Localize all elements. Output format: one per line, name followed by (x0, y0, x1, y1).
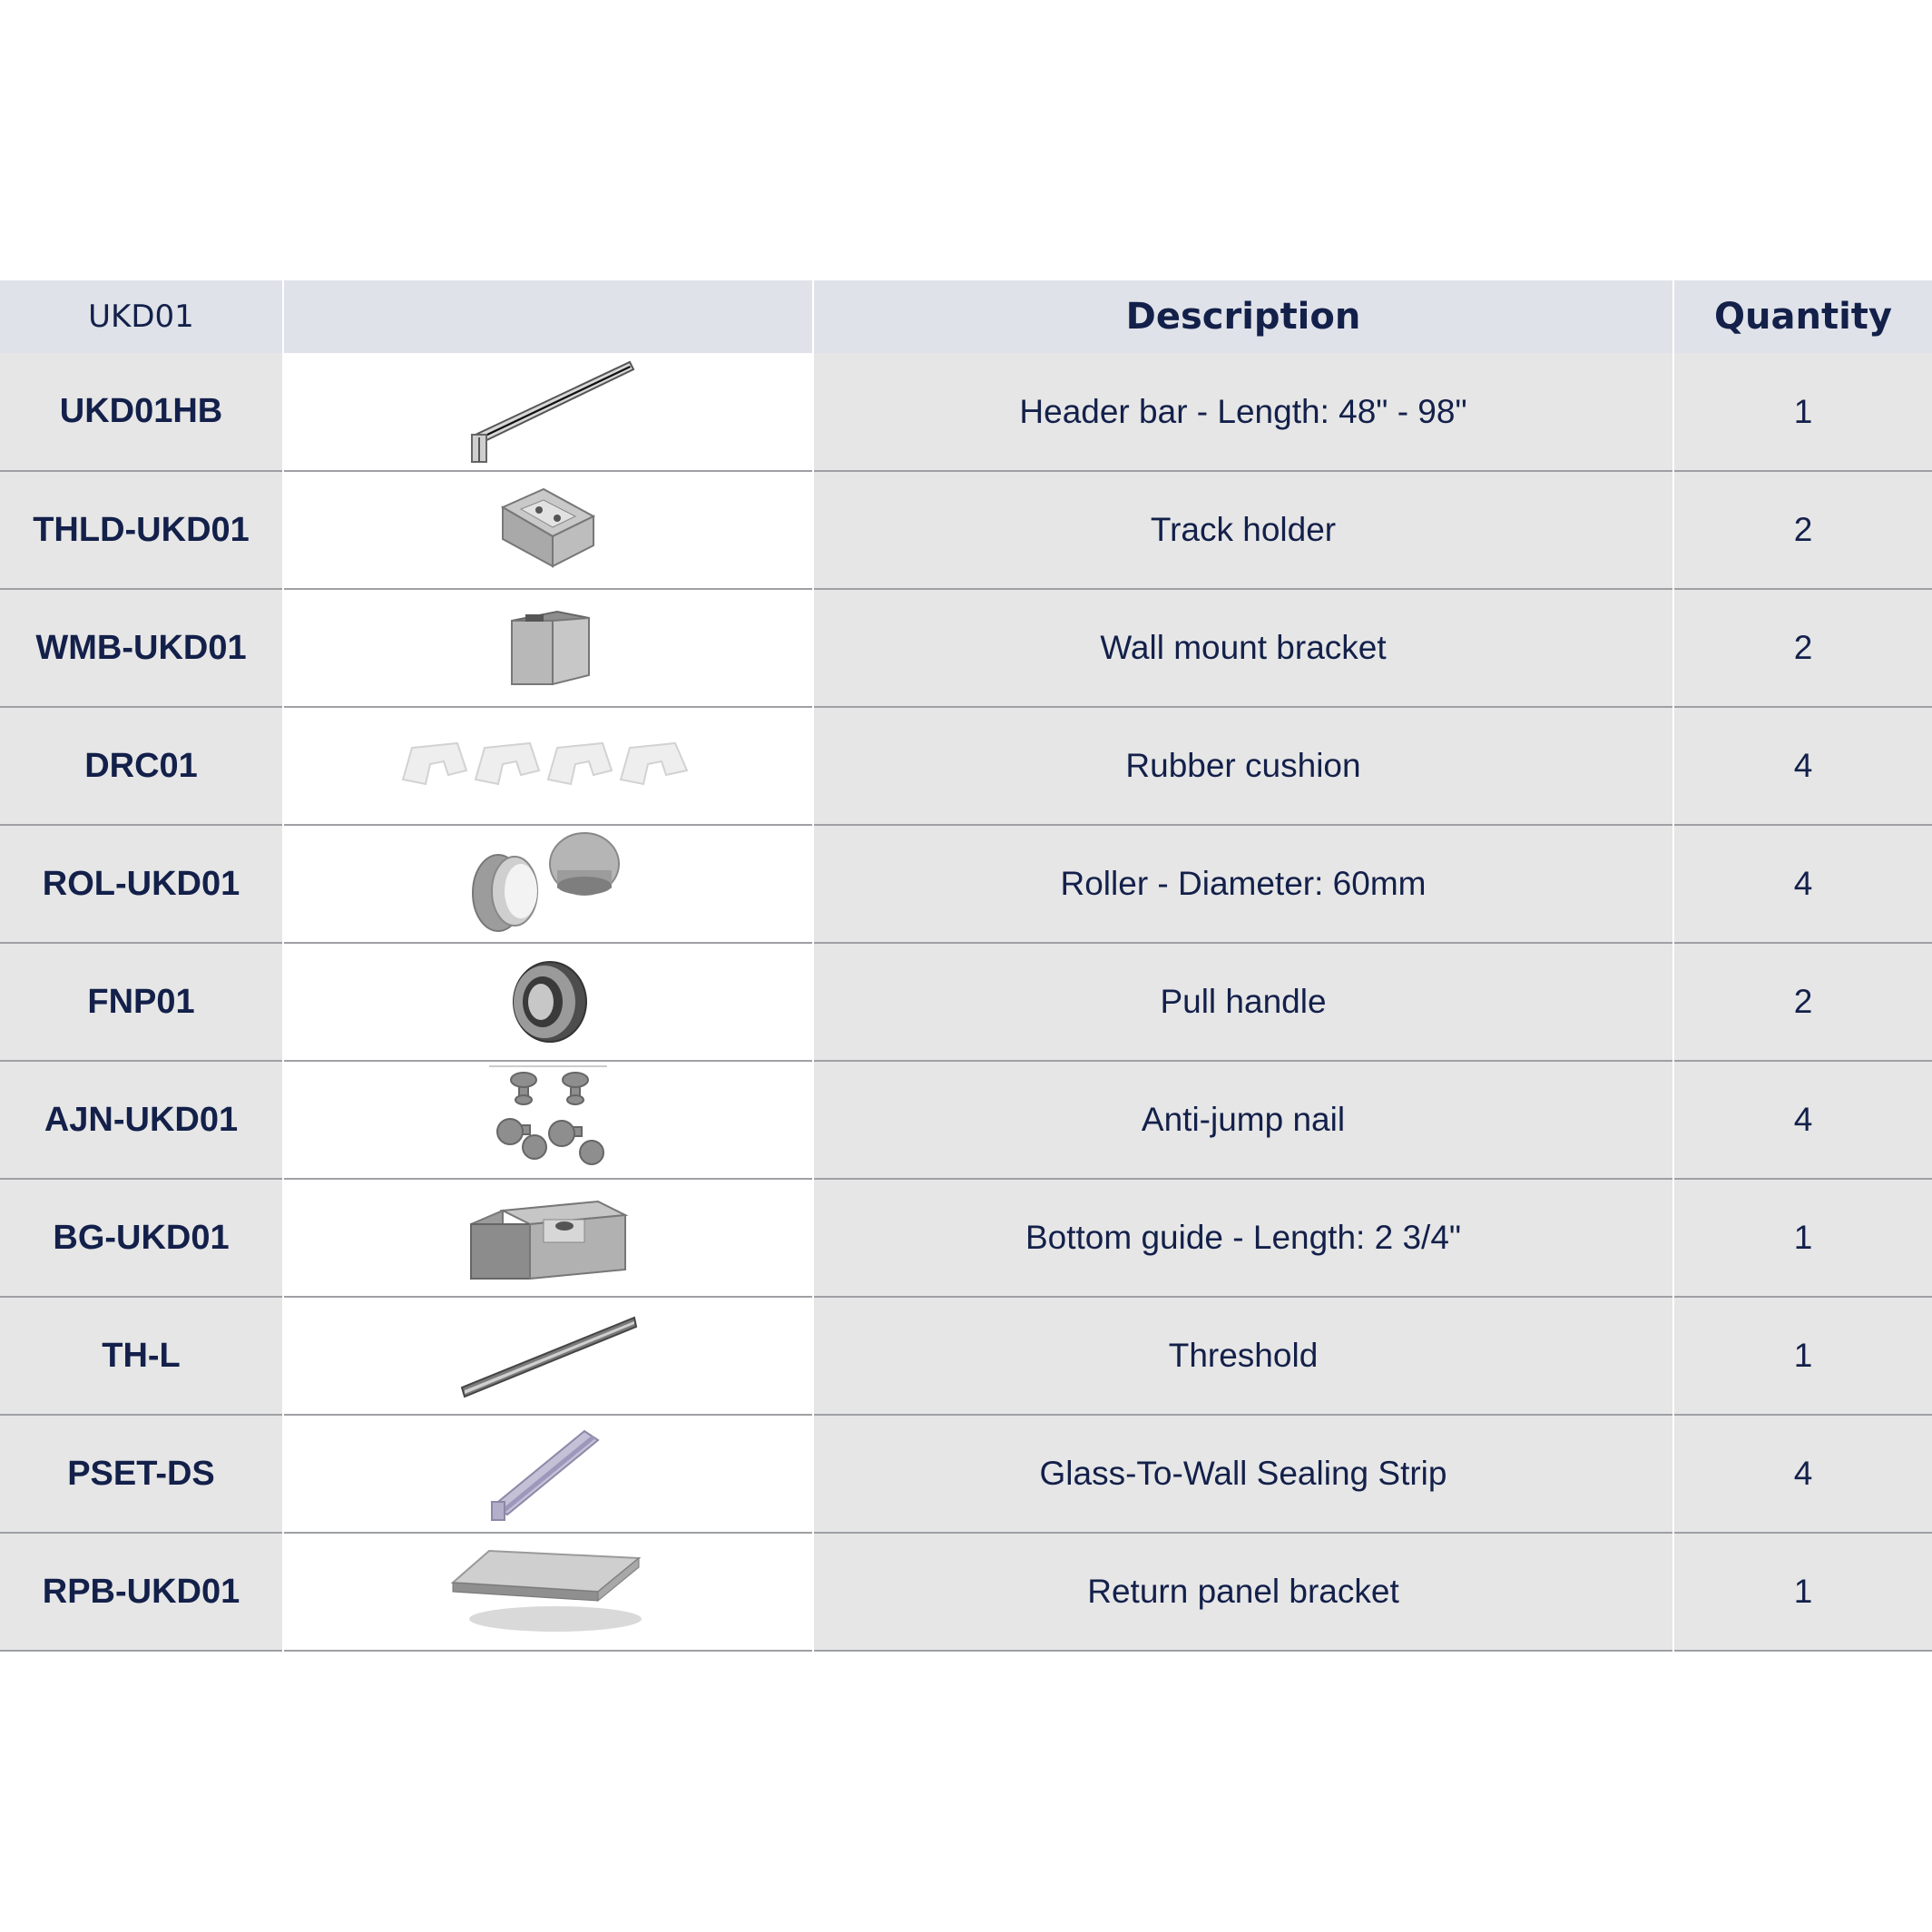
part-description: Rubber cushion (813, 707, 1673, 825)
part-description: Roller - Diameter: 60mm (813, 825, 1673, 943)
header-quantity: Quantity (1714, 296, 1892, 338)
part-code: BG-UKD01 (0, 1179, 283, 1297)
part-image (283, 943, 813, 1061)
return-panel-bracket-icon (448, 1542, 648, 1642)
header-image (283, 280, 813, 353)
part-quantity: 2 (1673, 471, 1932, 589)
anti-jump-nail-icon (485, 1064, 612, 1177)
part-code: RPB-UKD01 (0, 1533, 283, 1651)
header-bar-icon (457, 358, 639, 466)
part-image (283, 471, 813, 589)
part-code: TH-L (0, 1297, 283, 1415)
part-quantity: 1 (1673, 353, 1932, 471)
part-quantity: 2 (1673, 589, 1932, 707)
threshold-icon (457, 1310, 639, 1401)
part-code: THLD-UKD01 (0, 471, 283, 589)
part-quantity: 4 (1673, 825, 1932, 943)
part-image (283, 1179, 813, 1297)
wall-mount-bracket-icon (503, 598, 593, 698)
parts-table (0, 280, 1932, 1652)
part-code: WMB-UKD01 (0, 589, 283, 707)
header-code: UKD01 (0, 280, 283, 353)
header-description: Description (813, 280, 1673, 353)
bottom-guide-icon (466, 1188, 630, 1288)
table-row (0, 353, 1932, 471)
part-description: Return panel bracket (813, 1533, 1673, 1651)
table-row (0, 707, 1932, 825)
part-description: Pull handle (813, 943, 1673, 1061)
part-description: Anti-jump nail (813, 1061, 1673, 1179)
rubber-cushion-icon (398, 730, 698, 802)
part-image (283, 707, 813, 825)
table-header-row (0, 280, 1932, 353)
table-row (0, 825, 1932, 943)
part-image (283, 353, 813, 471)
part-description: Wall mount bracket (813, 589, 1673, 707)
table-row (0, 471, 1932, 589)
part-description: Glass-To-Wall Sealing Strip (813, 1415, 1673, 1533)
roller-icon (462, 829, 634, 938)
part-image (283, 1297, 813, 1415)
part-image (283, 825, 813, 943)
part-description: Threshold (813, 1297, 1673, 1415)
part-image (283, 1061, 813, 1179)
part-image (283, 1415, 813, 1533)
pull-handle-icon (503, 952, 593, 1052)
part-description: Bottom guide - Length: 2 3/4" (813, 1179, 1673, 1297)
part-quantity: 1 (1673, 1297, 1932, 1415)
part-quantity: 1 (1673, 1533, 1932, 1651)
part-image (283, 1533, 813, 1651)
part-quantity: 4 (1673, 1415, 1932, 1533)
part-code: ROL-UKD01 (0, 825, 283, 943)
part-image (283, 589, 813, 707)
table-row (0, 1179, 1932, 1297)
part-description: Header bar - Length: 48" - 98" (813, 353, 1673, 471)
part-quantity: 2 (1673, 943, 1932, 1061)
part-code: PSET-DS (0, 1415, 283, 1533)
table-row (0, 589, 1932, 707)
table-row (0, 1297, 1932, 1415)
table-row (0, 1533, 1932, 1651)
part-quantity: 4 (1673, 1061, 1932, 1179)
table-row (0, 1415, 1932, 1533)
sealing-strip-icon (485, 1424, 612, 1524)
part-code: AJN-UKD01 (0, 1061, 283, 1179)
part-code: DRC01 (0, 707, 283, 825)
part-description: Track holder (813, 471, 1673, 589)
part-quantity: 4 (1673, 707, 1932, 825)
track-holder-icon (489, 480, 607, 580)
part-code: UKD01HB (0, 353, 283, 471)
table-row (0, 1061, 1932, 1179)
part-quantity: 1 (1673, 1179, 1932, 1297)
part-code: FNP01 (0, 943, 283, 1061)
table-row (0, 943, 1932, 1061)
